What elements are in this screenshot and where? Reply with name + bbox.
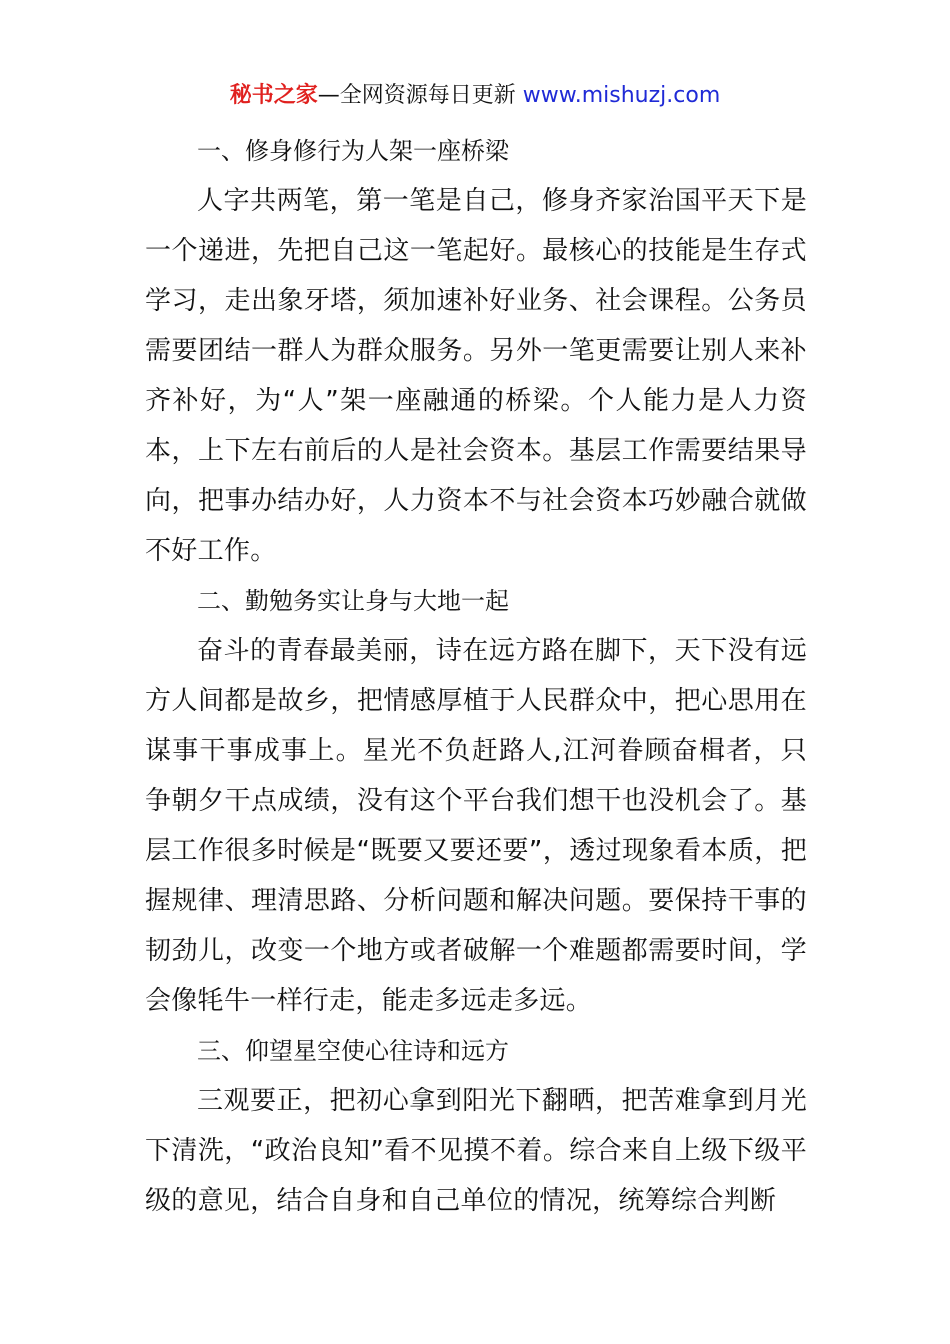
brand-name: 秘书之家 xyxy=(229,83,318,108)
section-1 xyxy=(145,126,807,576)
site-url-link[interactable]: www.mishuzj.com xyxy=(522,83,721,108)
section-heading: 三、仰望星空使心往诗和远方 xyxy=(197,1037,509,1065)
section-heading: 一、修身修行为人架一座桥梁 xyxy=(197,137,509,165)
section-paragraph: 三观要正，把初心拿到阳光下翻晒，把苦难拿到月光下清洗，“政治良知”看不见摸不着。综合来自上级下级平级的意见，结合自身和自己单位的情况，统筹综合判断 xyxy=(145,1086,807,1216)
header-tagline: —全网资源每日更新 xyxy=(317,83,523,108)
section-2 xyxy=(145,576,807,1026)
document-body xyxy=(145,126,807,1226)
section-3 xyxy=(145,1026,807,1226)
section-heading: 二、勤勉务实让身与大地一起 xyxy=(197,587,509,615)
section-paragraph: 人字共两笔，第一笔是自己，修身齐家治国平天下是一个递进，先把自己这一笔起好。最核心的技能是生存式学习，走出象牙塔，须加速补好业务、社会课程。公务员需要团结一群人为群众服务。另外一笔更需要让别人来补齐补好，为“人”架一座融通的桥梁。个人能力是人力资本，上下左右前后的人是社会资本。基层工作需要结果导向，把事办结办好，人力资本不与社会资本巧妙融合就做不好工作。 xyxy=(145,186,807,566)
section-paragraph: 奋斗的青春最美丽，诗在远方路在脚下，天下没有远方人间都是故乡，把情感厚植于人民群众中，把心思用在谋事干事成事上。星光不负赶路人,江河眷顾奋楫者，只争朝夕干点成绩，没有这个平台我们想干也没机会了。基层工作很多时候是“既要又要还要”，透过现象看本质，把握规律、理清思路、分析问题和解决问题。要保持干事的韧劲儿，改变一个地方或者破解一个难题都需要时间，学会像牦牛一样行走，能走多远走多远。 xyxy=(145,636,807,1016)
site-header xyxy=(0,80,950,112)
